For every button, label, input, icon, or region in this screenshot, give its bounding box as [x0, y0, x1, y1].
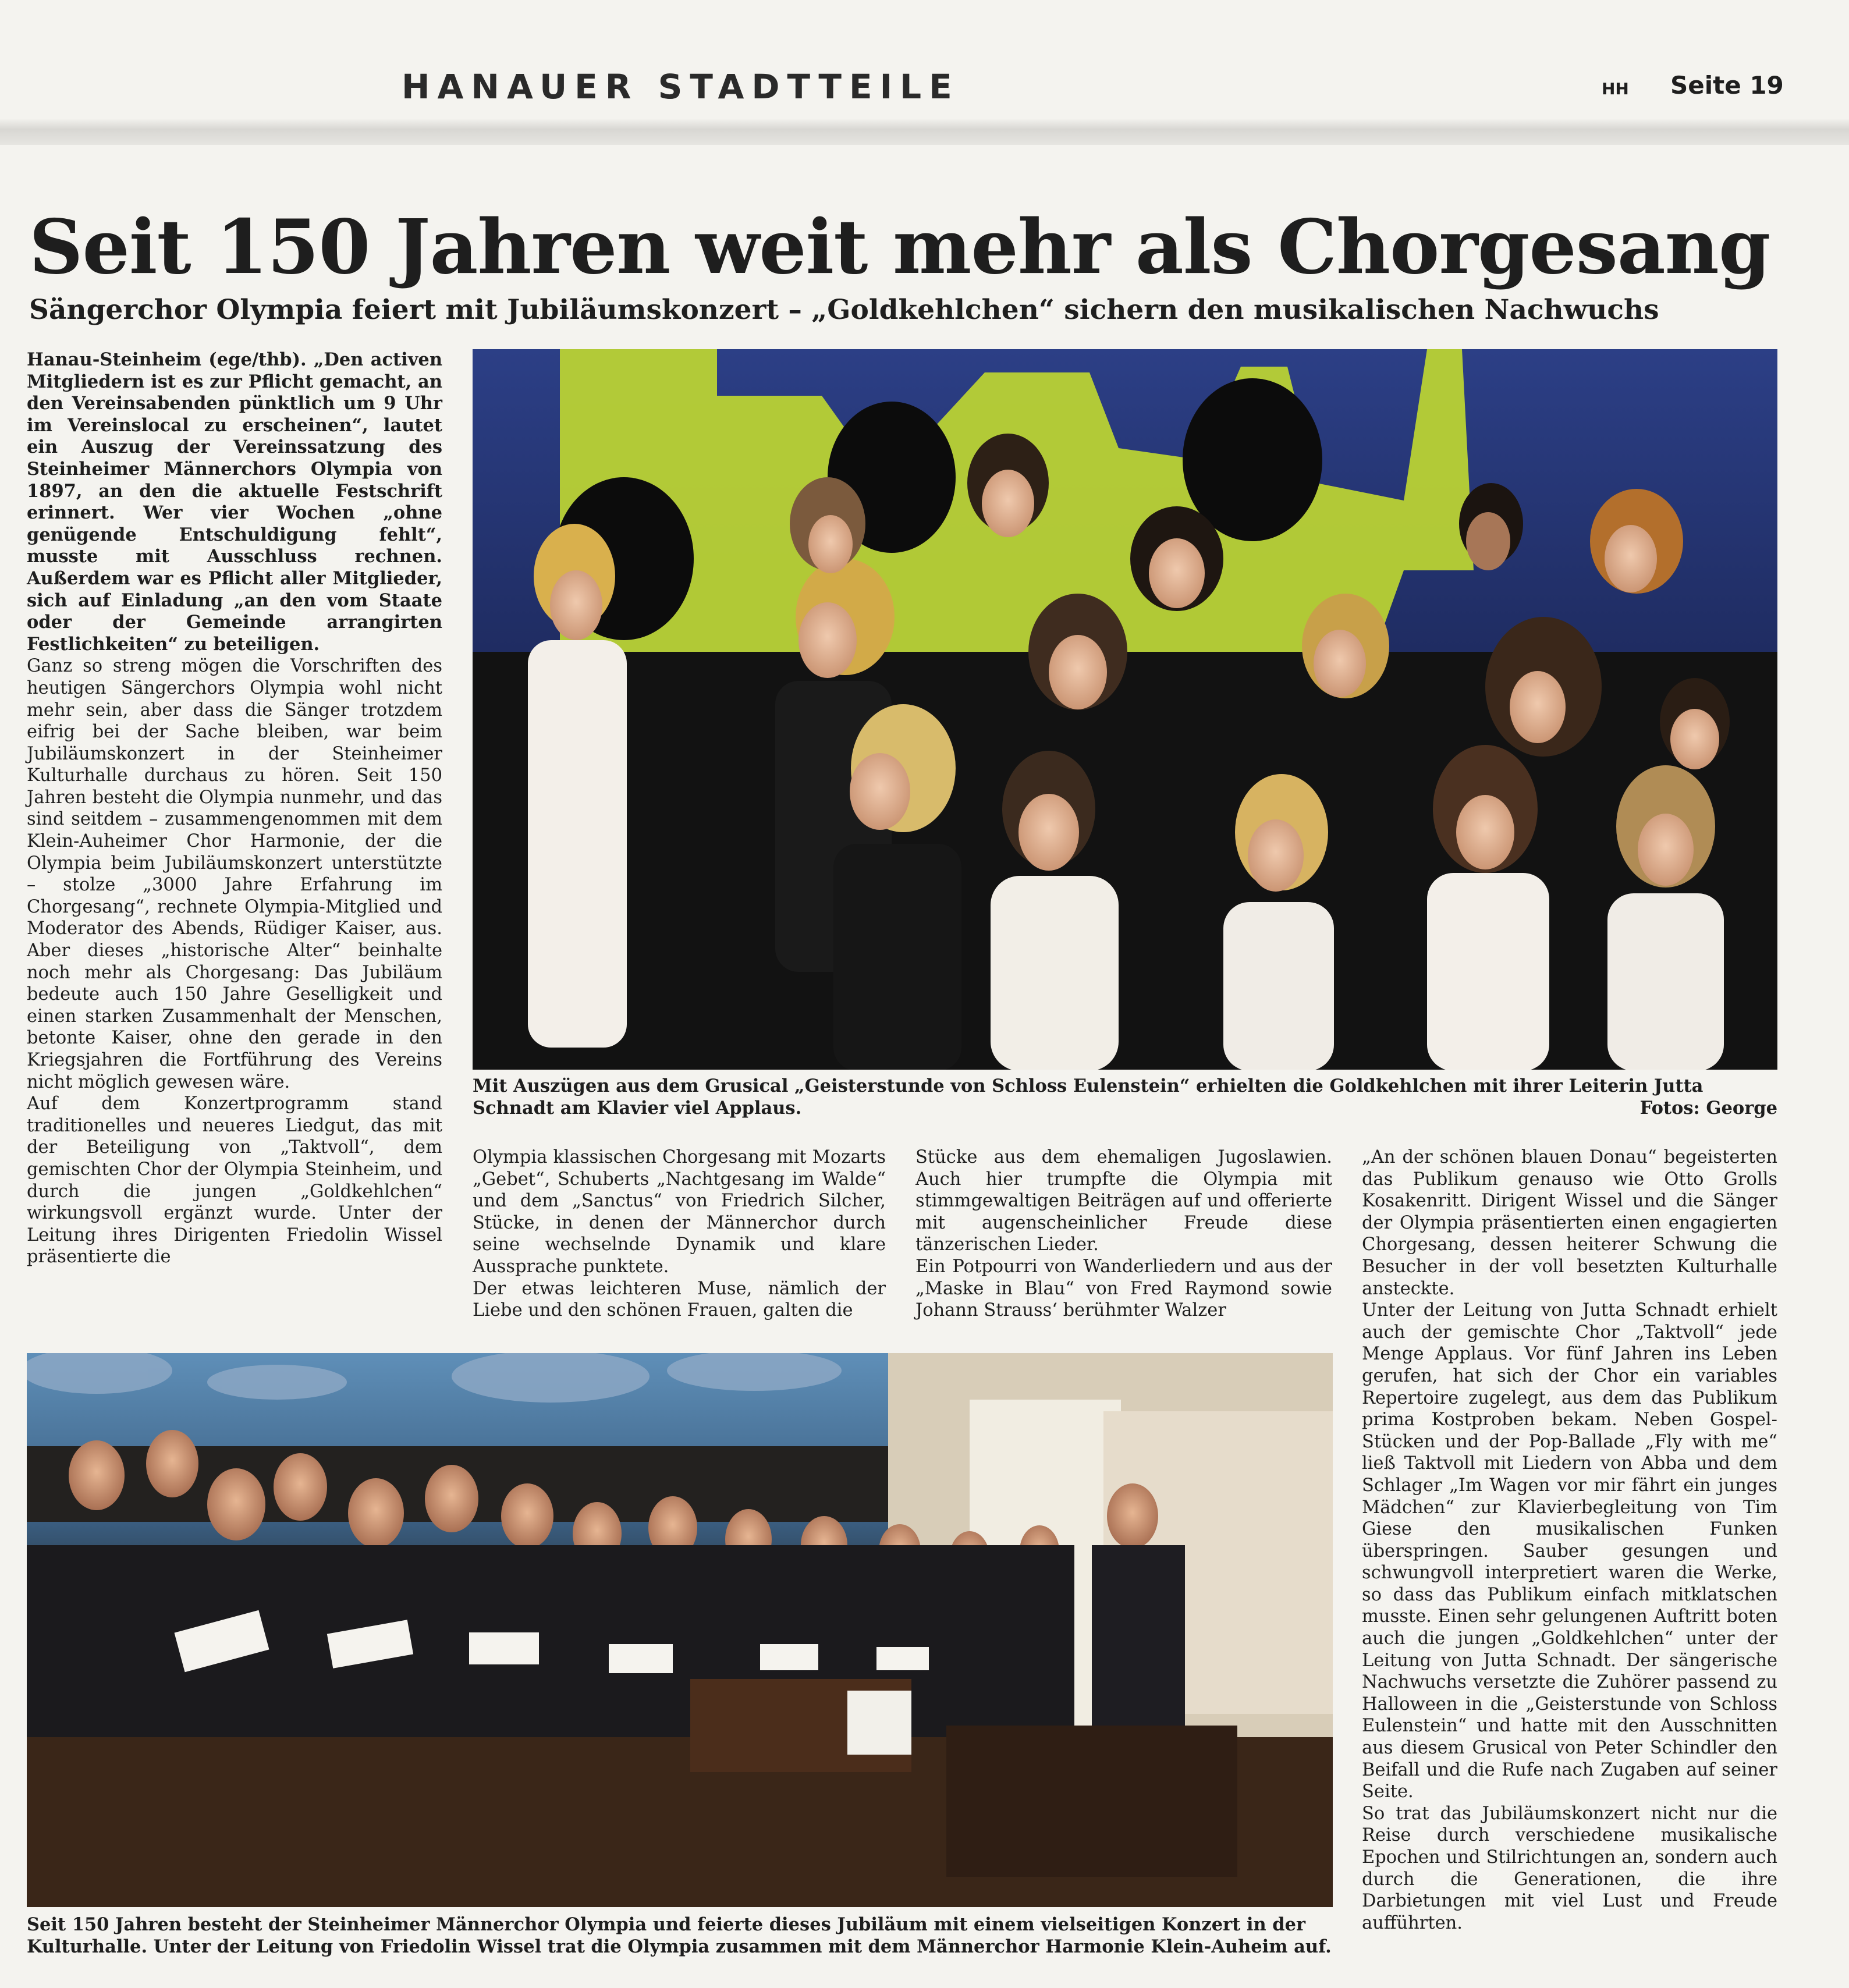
text-column-1	[27, 349, 442, 1268]
photo-credit: Fotos: George	[1639, 1098, 1777, 1119]
mens-choir-image	[27, 1353, 1333, 1907]
paragraph: Ganz so streng mögen die Vorschriften des heutigen Sängerchors Olympia wohl nicht mehr sein, aber dass die Sänger trotzdem eifrig bei der Sache bleiben, war beim Jubiläumskonzert in der Steinheimer Kulturhalle durchaus zu hören. Seit 150 Jahren besteht die Olympia nunmehr, und das sind seitdem – zusammengenommen mit dem Klein-Auheimer Chor Harmonie, der die Olympia beim Jubiläumskonzert unterstützte – stolze „3000 Jahre Erfahrung im Chorgesang“, rechnete Olympia-Mitglied und Moderator des Abends, Rüdiger Kaiser, aus. Aber dieses „historische Alter“ beinhalte noch mehr als Chorgesang: Das Jubiläum bedeute auch 150 Jahre Geselligkeit und einen starken Zusammenhalt der Menschen, betonte Kaiser, ohne den gerade in den Kriegsjahren die Fortführung des Vereins nicht möglich gewesen wäre.	[27, 656, 442, 1092]
paragraph: Der etwas leichteren Muse, nämlich der Liebe und den schönen Frauen, galten die	[473, 1278, 886, 1321]
subheadline: Sängerchor Olympia feiert mit Jubiläumskonzert – „Goldkehlchen“ sichern den musikalischen Nachwuchs	[29, 294, 1659, 326]
caption-text: Mit Auszügen aus dem Grusical „Geisterstunde von Schloss Eulenstein“ erhielten die Goldkehlchen mit ihrer Leiterin Jutta Schnadt am Klavier viel Applaus.	[473, 1075, 1704, 1119]
paragraph: Olympia klassischen Chorgesang mit Mozarts „Gebet“, Schuberts „Nachtgesang im Walde“ und dem „Sanctus“ von Friedrich Silcher, Stücke, in denen der Männerchor durch seine wechselnde Dynamik und klare Aussprache punktete.	[473, 1147, 886, 1277]
children-choir-photo	[473, 349, 1777, 1070]
header-rule	[0, 119, 1849, 145]
paragraph: Stücke aus dem ehemaligen Jugoslawien. Auch hier trumpfte die Olympia mit stimmgewaltigen Beiträgen auf und offerierte mit augenscheinlicher Freude diese tänzerischen Lieder.	[915, 1147, 1332, 1255]
mens-choir-photo	[27, 1353, 1333, 1907]
text-column-4	[1362, 1146, 1777, 1934]
page-number: Seite 19	[1670, 71, 1784, 100]
lead-paragraph: Hanau-Steinheim (ege/thb). „Den activen Mitgliedern ist es zur Pflicht gemacht, an den Vereinsabenden pünktlich um 9 Uhr im Vereinslocal zu erscheinen“, lautet ein Auszug der Vereinssatzung des Steinheimer Männerchors Olympia von 1897, an den die aktuelle Festschrift erinnert. Wer vier Wochen „ohne genügende Entschuldigung fehlt“, musste mit Ausschluss rechnen. Außerdem war es Pflicht aller Mitglieder, sich auf Einladung „an den vom Staate oder der Gemeinde arrangirten Festlichkeiten“ zu beteiligen.	[27, 349, 442, 655]
headline: Seit 150 Jahren weit mehr als Chorgesang	[29, 204, 1770, 291]
children-choir-image	[473, 349, 1777, 1070]
edition-label: HH	[1602, 79, 1629, 98]
paragraph: Ein Potpourri von Wanderliedern und aus der „Maske in Blau“ von Fred Raymond sowie Johann Strauss‘ berühmter Walzer	[915, 1256, 1332, 1321]
section-title: HANAUER STADTTEILE	[402, 67, 960, 106]
mens-photo-caption: Seit 150 Jahren besteht der Steinheimer Männerchor Olympia und feierte dieses Jubiläum mit einem vielseitigen Konzert in der Kulturhalle. Unter der Leitung von Friedolin Wissel trat die Olympia zusammen mit dem Männerchor Harmonie Klein-Auheim auf.	[27, 1914, 1332, 1957]
text-column-3	[915, 1146, 1332, 1322]
paragraph: So trat das Jubiläumskonzert nicht nur die Reise durch verschiedene musikalische Epochen und Stilrichtungen an, sondern auch durch die Generationen, die ihre Darbietungen mit viel Lust und Freude aufführten.	[1362, 1803, 1777, 1933]
paragraph: „An der schönen blauen Donau“ begeisterten das Publikum genauso wie Otto Grolls Kosakenritt. Dirigent Wissel und die Sänger der Olympia präsentierten einen engagierten Chorgesang, dessen heiterer Schwung die Besucher in der voll besetzten Kulturhalle ansteckte.	[1362, 1147, 1777, 1299]
text-column-2	[473, 1146, 886, 1322]
paragraph: Unter der Leitung von Jutta Schnadt erhielt auch der gemischte Chor „Taktvoll“ jede Menge Applaus. Vor fünf Jahren ins Leben gerufen, hat sich der Chor ein variables Repertoire zugelegt, aus dem das Publikum prima Kostproben bekam. Neben Gospel-Stücken und der Pop-Ballade „Fly with me“ ließ Taktvoll mit Liedern von Abba und dem Schlager „Im Wagen vor mir fährt ein junges Mädchen“ zur Klavierbegleitung von Tim Giese den musikalischen Funken überspringen. Sauber gesungen und schwungvoll interpretiert waren die Werke, so dass das Publikum einfach mitklatschen musste. Einen sehr gelungenen Auftritt boten auch die jungen „Goldkehlchen“ unter der Leitung von Jutta Schnadt. Der sängerische Nachwuchs versetzte die Zuhörer passend zu Halloween in die „Geisterstunde von Schloss Eulenstein“ und hatte mit den Ausschnitten aus diesem Grusical von Peter Schindler den Beifall und die Rufe nach Zugaben auf seiner Seite.	[1362, 1300, 1777, 1802]
paragraph: Auf dem Konzertprogramm stand traditionelles und neueres Liedgut, das mit der Beteiligung von „Taktvoll“, dem gemischten Chor der Olympia Steinheim, und durch die jungen „Goldkehlchen“ wirkungsvoll ergänzt wurde. Unter der Leitung ihres Dirigenten Friedolin Wissel präsentierte die	[27, 1094, 442, 1268]
children-photo-caption	[473, 1075, 1777, 1119]
